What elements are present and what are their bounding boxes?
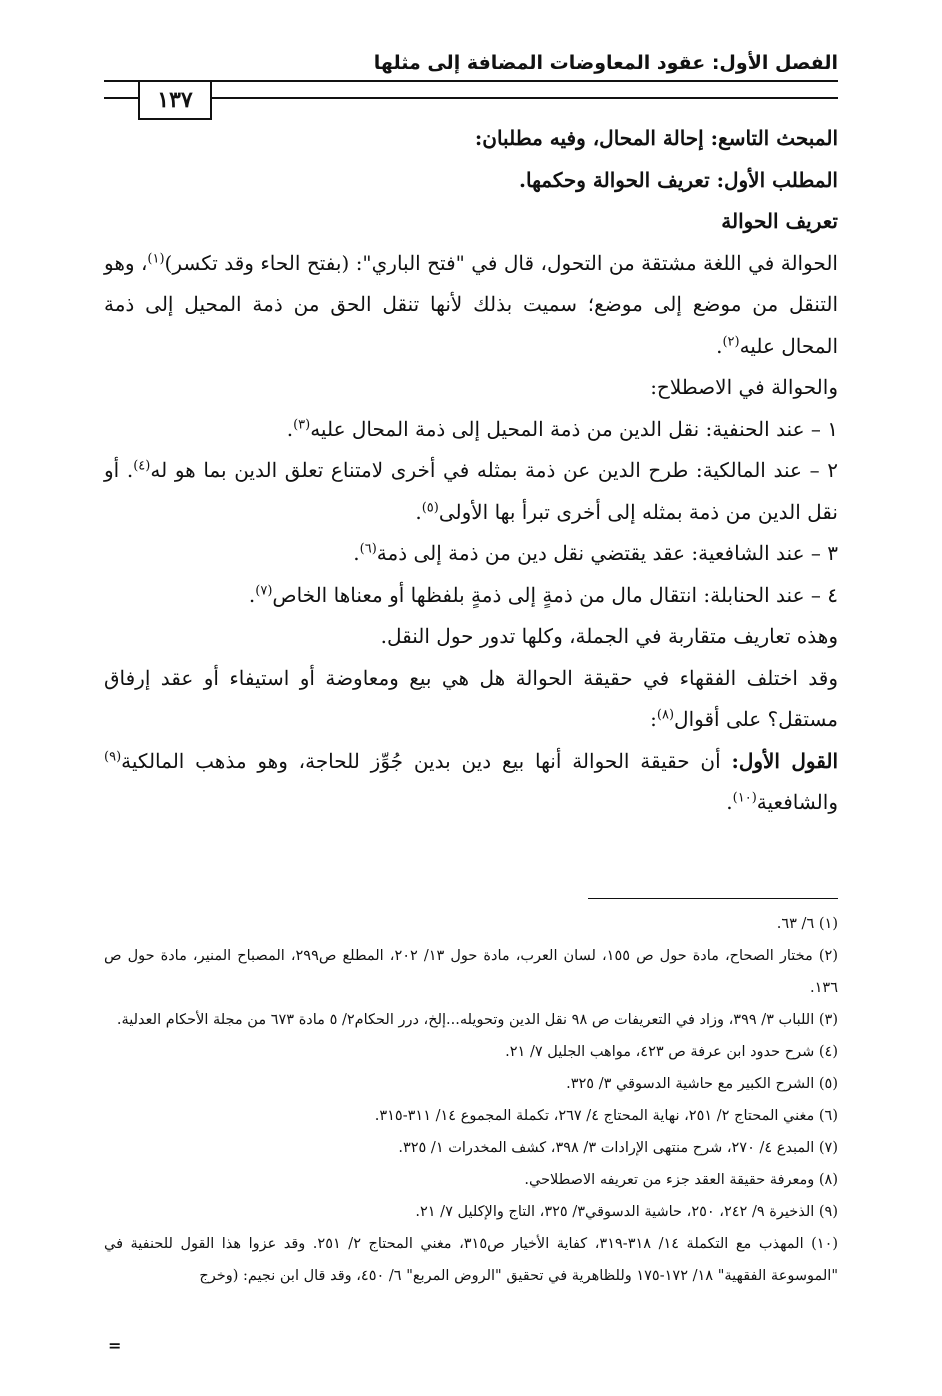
paragraph-terminology-intro: والحوالة في الاصطلاح: (650, 375, 838, 399)
footnote: (٦) مغني المحتاج ٢/ ٢٥١، نهاية المحتاج ٤/ ٢٦٧، تكملة المجموع ١٤/ ٣١١-٣١٥. (374, 1108, 838, 1124)
footnote-ref: (٥) (421, 499, 439, 515)
list-item-text: . (286, 416, 294, 441)
footnote: (٣) اللباب ٣/ ٣٩٩، وزاد في التعريفات ص ٩٨ نقل الدين وتحويله...إلخ، درر الحكام٢/ ٥ مادة ٦٧٣ من مجلة الأحكام العدلية. (116, 1012, 838, 1028)
footnote-ref: (١٠) (732, 790, 757, 806)
footnote: (٥) الشرح الكبير مع حاشية الدسوقي ٣/ ٣٢٥. (566, 1076, 838, 1092)
footnote-ref: (٩) (104, 748, 122, 764)
footnote-separator (588, 898, 838, 899)
list-item-hanafi (104, 409, 838, 451)
footnote-ref: (٦) (359, 541, 377, 557)
list-item-hanbali (104, 575, 838, 617)
running-header-title: الفصل الأول: عقود المعاوضات المضافة إلى مثلها (373, 52, 838, 74)
paragraph-text: وقد اختلف الفقهاء في حقيقة الحوالة هل هي بيع ومعاوضة أو استيفاء أو عقد إرفاق مستقل؟ على أقوال (104, 665, 838, 731)
footnote: (٤) شرح حدود ابن عرفة ص ٤٢٣، مواهب الجليل ٧/ ٢١. (505, 1044, 838, 1060)
footnote-ref: (٢) (722, 333, 740, 349)
section-title: المبحث التاسع: إحالة المحال، وفيه مطلبان: (474, 126, 838, 150)
footnotes (104, 908, 838, 1292)
footnote-ref: (٨) (656, 707, 675, 723)
opinion-label: القول الأول: (731, 748, 838, 773)
footnote: (١٠) المهذب مع التكملة ١٤/ ٣١٨-٣١٩، كفاية الأخيار ص٣١٥، مغني المحتاج ٢/ ٢٥١. وقد عزوا هذا القول للحنفية في "الموسوعة الفقهية" ١٨/ ١٧٢-١٧٥ وللظاهرية في تحقيق "الروض المربع" ٦/ ٤٥٠، وقد قال ابن نجيم: (وخرج (104, 1236, 839, 1284)
list-item-text: . أو نقل الدين من ذمة بمثله إلى أخرى تبرأ بها الأولى (104, 458, 838, 524)
footnote-ref: (٧) (255, 582, 273, 598)
main-text (104, 118, 838, 824)
paragraph-text: أن حقيقة الحوالة أنها بيع دين بدين جُوِّز للحاجة، وهو مذهب المالكية (121, 748, 732, 773)
paragraph-text: . (716, 333, 723, 358)
list-item-text: . (415, 499, 422, 524)
list-item-shafii (104, 533, 838, 575)
paragraph-text: . (726, 790, 733, 814)
list-item-text: ١ – عند الحنفية: نقل الدين من ذمة المحيل إلى ذمة المحال عليه (310, 416, 838, 441)
footnote: (٩) الذخيرة ٩/ ٢٤٢، ٢٥٠، حاشية الدسوقي٣/ ٣٢٥، التاج والإكليل ٧/ ٢١. (415, 1204, 838, 1220)
list-item-text: ٣ – عند الشافعية: عقد يقتضي نقل دين من ذمة إلى ذمة (376, 541, 838, 565)
page-number: ١٣٧ (138, 80, 212, 120)
footnote-ref: (١) (147, 250, 165, 266)
list-item-text: . (248, 582, 256, 607)
paragraph-summary: وهذه تعاريف متقاربة في الجملة، وكلها تدور حول النقل. (380, 624, 838, 648)
paragraph-first-opinion (104, 741, 838, 824)
paragraph-text: : (650, 707, 657, 731)
list-item-maliki (104, 450, 838, 533)
paragraph-text: الحوالة في اللغة مشتقة من التحول، قال في "فتح الباري": (بفتح الحاء وقد تكسر) (164, 250, 838, 275)
footnote-ref: (٣) (293, 416, 311, 432)
paragraph-disagreement (104, 658, 838, 741)
footnote: (٧) المبدع ٤/ ٢٧٠، شرح منتهى الإرادات ٣/ ٣٩٨، كشف المخدرات ١/ ٣٢٥. (398, 1140, 838, 1156)
header-rule-top (104, 80, 838, 82)
paragraph-text: والشافعية (756, 790, 838, 814)
footnote: (٢) مختار الصحاح، مادة حول ص ١٥٥، لسان العرب، مادة حول ١٣/ ٢٠٢، المطلع ص٢٩٩، المصباح المنير، مادة حول ص ١٣٦. (104, 948, 838, 996)
subsection-title: المطلب الأول: تعريف الحوالة وحكمها. (519, 167, 838, 192)
footnote-ref: (٤) (133, 458, 151, 474)
footnote: (٨) ومعرفة حقيقة العقد جزء من تعريفه الاصطلاحي. (524, 1172, 838, 1188)
paragraph-text: ، وهو التنقل من موضع إلى موضع؛ سميت بذلك لأنها تنقل الحق من ذمة المحيل إلى ذمة المحال عليه (104, 250, 838, 358)
list-item-text: ٤ – عند الحنابلة: انتقال مال من ذمةٍ إلى ذمةٍ بلفظها أو معناها الخاص (272, 582, 838, 607)
list-item-text: ٢ – عند المالكية: طرح الدين عن ذمة بمثله في أخرى لامتناع تعلق الدين بما هو له (150, 458, 838, 482)
paragraph-linguistic-definition (104, 243, 838, 368)
list-item-text: . (353, 541, 360, 565)
definition-heading: تعريف الحوالة (721, 209, 838, 233)
footnote: (١) ٦/ ٦٣. (776, 916, 838, 932)
header-rule-bottom (104, 97, 838, 99)
continuation-mark: = (108, 1336, 122, 1355)
